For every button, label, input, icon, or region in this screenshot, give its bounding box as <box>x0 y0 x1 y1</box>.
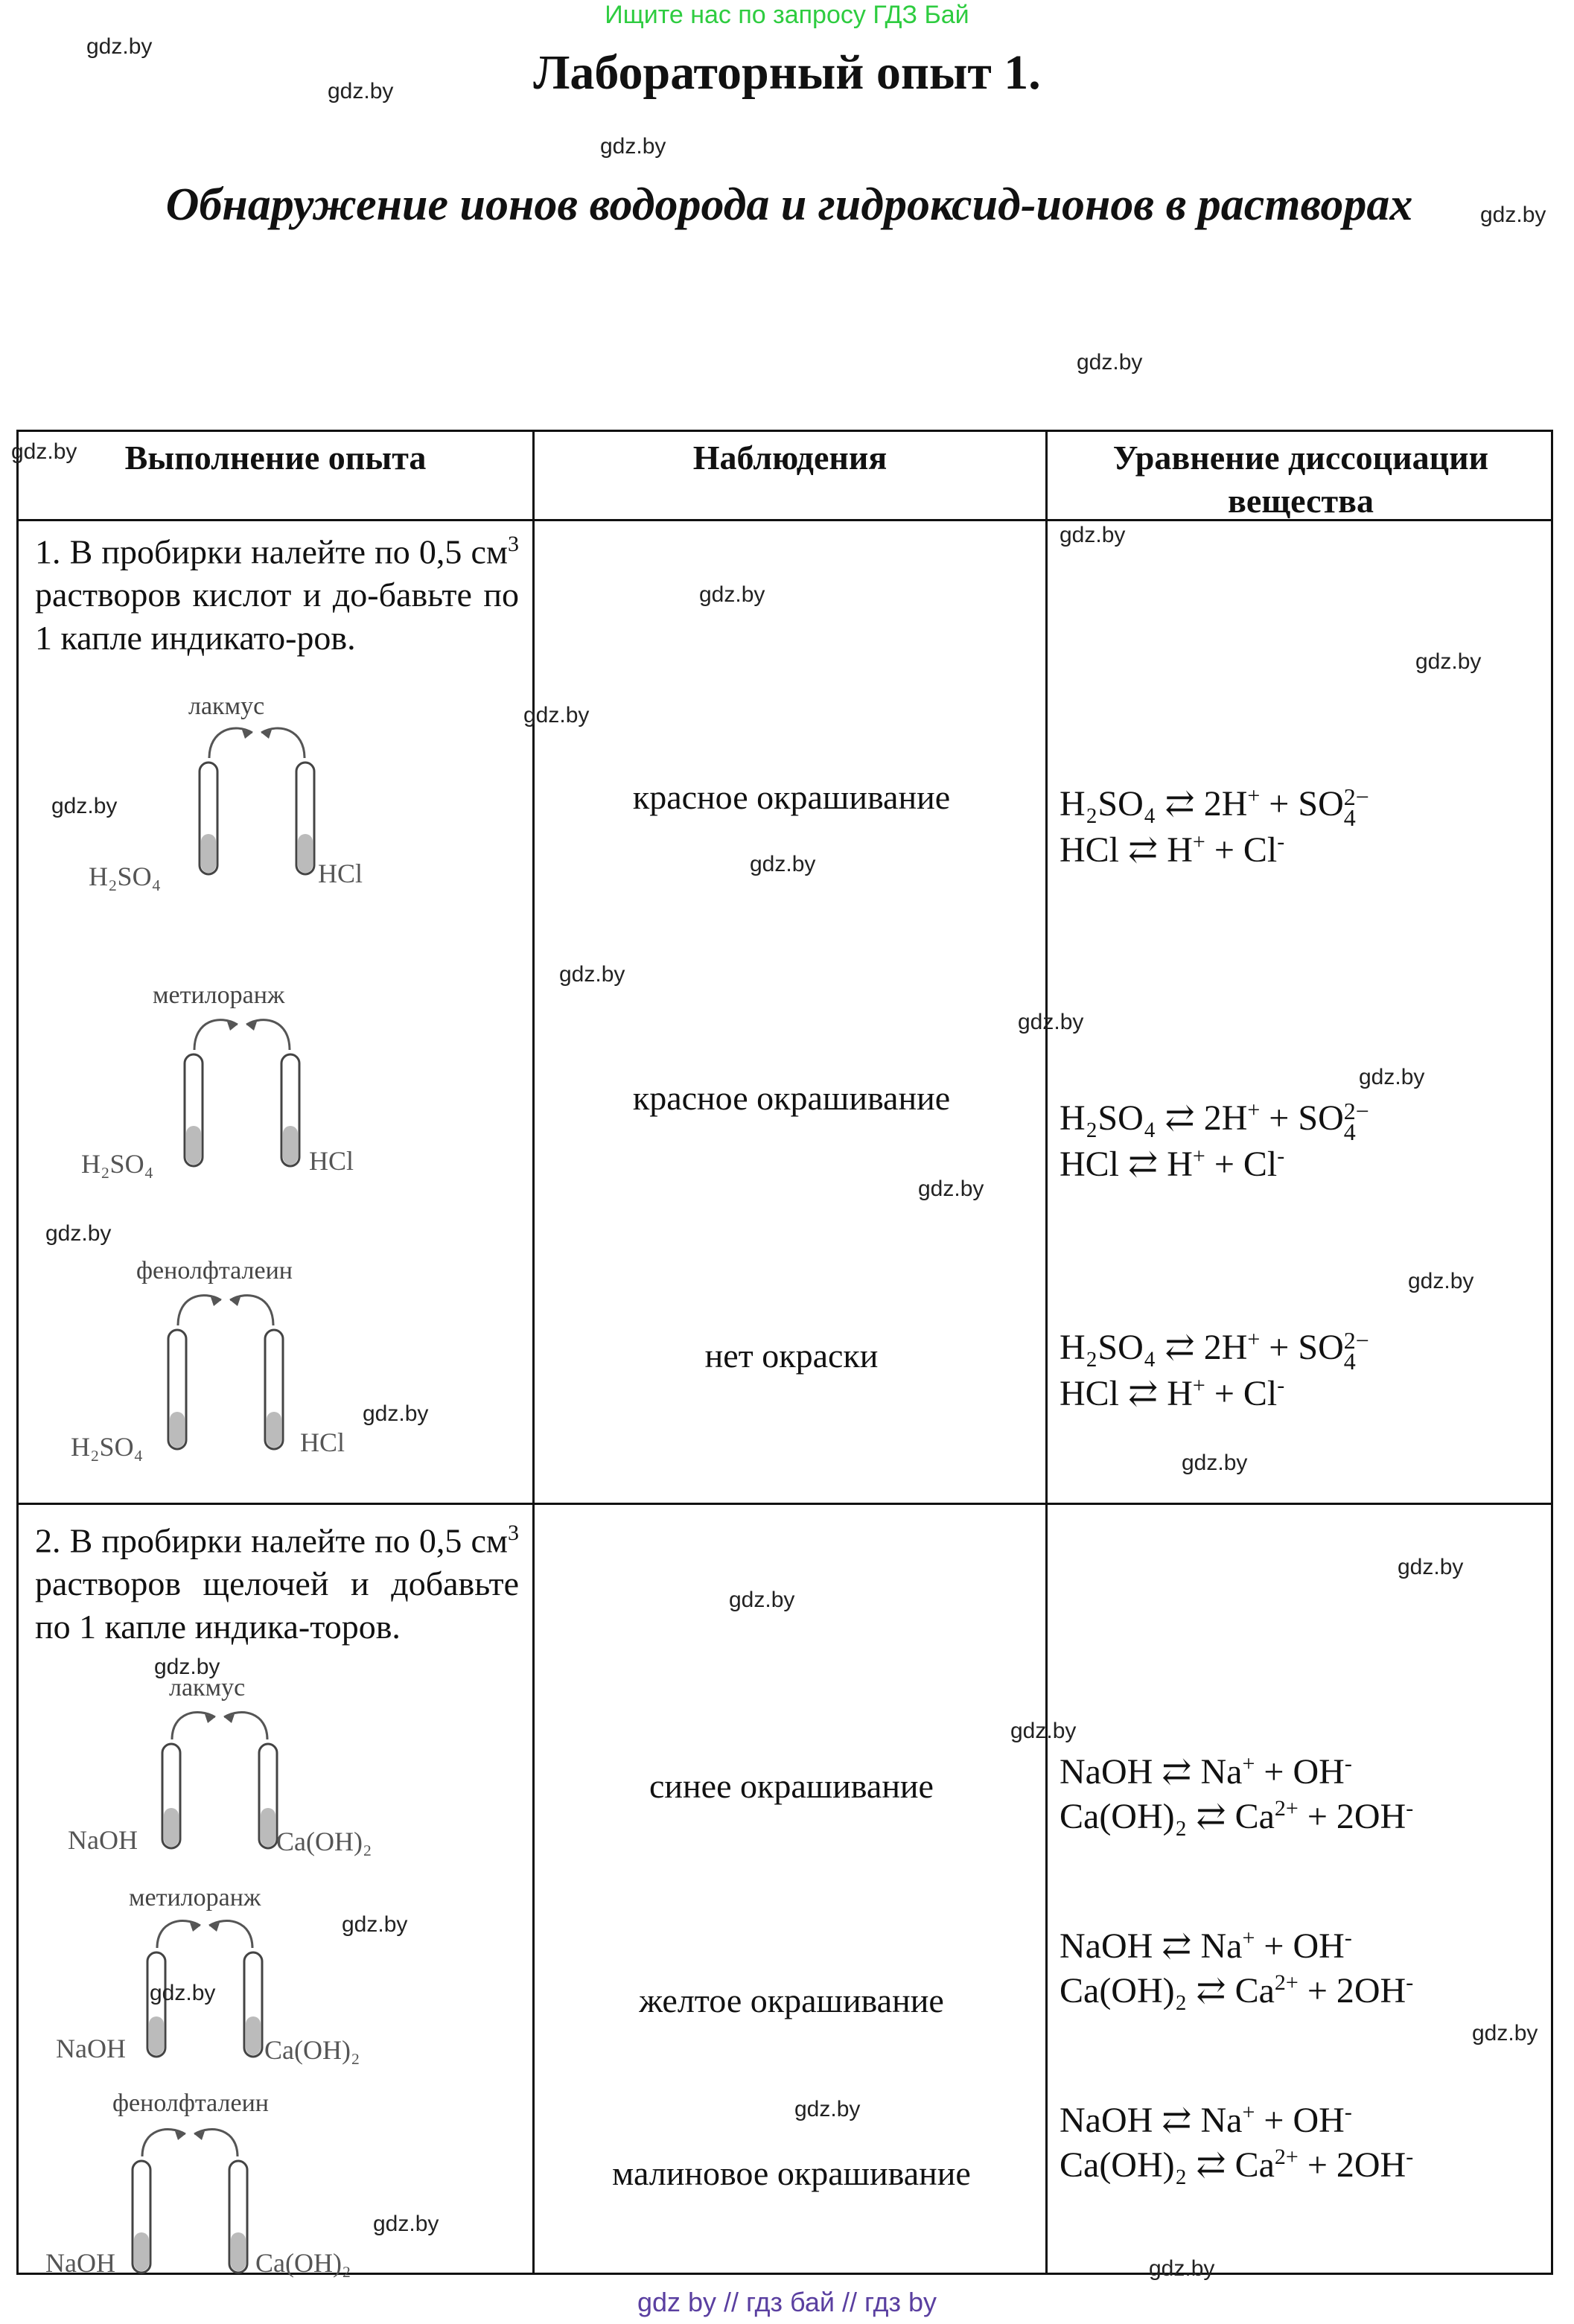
watermark: gdz.by <box>750 852 816 876</box>
watermark: gdz.by <box>373 2212 439 2236</box>
step2-sup: 3 <box>508 1521 519 1545</box>
watermark: gdz.by <box>600 134 666 159</box>
watermark: gdz.by <box>523 703 590 728</box>
watermark: gdz.by <box>918 1177 984 1201</box>
observation-text: синее окрашивание <box>649 1767 934 1805</box>
equation-h2so4: H₂SO₄ ⇄ 2H+ + SO 2− 4 <box>1060 1097 1369 1145</box>
tube-label: HCl <box>318 859 363 888</box>
equation-naoh: NaOH ⇄ Na+ + OH- <box>1060 1926 1352 1966</box>
watermark: gdz.by <box>729 1588 795 1612</box>
step1-text-b: растворов кислот и до-бавьте по 1 капле индикато-ров. <box>35 576 519 658</box>
equation-naoh: NaOH ⇄ Na+ + OH- <box>1060 1751 1352 1792</box>
step1-text-a: 1. В пробирки налейте по 0,5 см <box>35 532 508 571</box>
tube-label: Ca(OH)₂ <box>264 2035 360 2065</box>
equation-caoh2: Ca(OH)₂ ⇄ $Ca^{2+} + 2OH^-$ <box>1060 1970 1414 2011</box>
footer-links[interactable]: gdz by // гдз бай // гдз by <box>637 2287 937 2317</box>
test-tubes-illustration <box>175 715 339 894</box>
step1-sup: 3 <box>508 532 519 556</box>
watermark: gdz.by <box>1415 649 1482 674</box>
watermark: gdz.by <box>154 1655 220 1679</box>
watermark: gdz.by <box>794 2097 861 2121</box>
watermark: gdz.by <box>1018 1010 1084 1034</box>
watermark: gdz.by <box>86 34 153 59</box>
watermark: gdz.by <box>1408 1269 1474 1293</box>
experiment-table <box>11 430 1553 2281</box>
watermark: gdz.by <box>342 1912 408 1937</box>
watermark: gdz.by <box>559 962 625 987</box>
tube-label: H₂SO₄ <box>89 862 162 891</box>
watermark: gdz.by <box>1010 1719 1077 1743</box>
equation-h2so4: H₂SO₄ ⇄ 2H+ + SO 2− 4 <box>1060 1326 1369 1375</box>
equation-caoh2: Ca(OH)₂ ⇄ $Ca^{2+} + 2OH^-$ <box>1060 1796 1414 1836</box>
tube-label: NaOH <box>68 1825 138 1855</box>
equation-naoh: NaOH ⇄ Na+ + OH- <box>1060 2100 1352 2140</box>
tube-label: HCl <box>300 1427 345 1457</box>
tube-label: NaOH <box>45 2248 115 2278</box>
observation-text: малиновое окрашивание <box>612 2154 971 2192</box>
step2-text-a: 2. В пробирки налейте по 0,5 см <box>35 1521 508 1560</box>
equation-hcl: HCl ⇄ H+ + Cl- <box>1060 1144 1285 1184</box>
watermark: gdz.by <box>1060 523 1126 547</box>
step2-text-b: растворов щелочей и добавьте по 1 капле индика-торов. <box>35 1564 519 1646</box>
observation-text: желтое окрашивание <box>639 1981 944 2019</box>
test-tubes-illustration <box>160 1005 324 1184</box>
tube-label: Ca(OH)₂ <box>255 2248 351 2278</box>
watermark: gdz.by <box>1077 350 1143 375</box>
indicator-label: фенолфталеин <box>136 1257 293 1284</box>
equation-hcl: HCl ⇄ H+ + Cl- <box>1060 1373 1285 1413</box>
watermark: gdz.by <box>328 79 394 104</box>
observation-text: красное окрашивание <box>632 778 951 816</box>
watermark: gdz.by <box>1182 1451 1248 1475</box>
watermark: gdz.by <box>1359 1065 1425 1089</box>
indicator-label: лакмус <box>188 693 265 720</box>
watermark: gdz.by <box>1480 203 1546 227</box>
test-tubes-illustration <box>108 2115 272 2279</box>
watermark: gdz.by <box>1398 1555 1464 1579</box>
watermark: gdz.by <box>1472 2021 1538 2046</box>
step2-instruction <box>35 1512 519 1649</box>
header-dissociation: Уравнение диссоциации вещества <box>1112 439 1489 520</box>
top-banner-link[interactable]: Ищите нас по запросу ГДЗ Бай <box>605 1 969 29</box>
watermark: gdz.by <box>363 1401 429 1426</box>
header-procedure: Выполнение опыта <box>124 439 427 477</box>
equation-caoh2: Ca(OH)₂ ⇄ $Ca^{2+} + 2OH^-$ <box>1060 2145 1414 2185</box>
tube-label: NaOH <box>56 2034 126 2063</box>
watermark: gdz.by <box>150 1981 216 2005</box>
indicator-label: метилоранж <box>129 1884 261 1911</box>
test-tubes-illustration <box>144 1281 308 1459</box>
tube-label: H₂SO₄ <box>71 1432 144 1462</box>
indicator-label: лакмус <box>169 1674 246 1701</box>
header-observations: Наблюдения <box>692 439 888 477</box>
tube-label: Ca(OH)₂ <box>276 1827 372 1856</box>
indicator-label: фенолфталеин <box>112 2089 269 2117</box>
page-subtitle: Обнаружение ионов водорода и гидроксид-ионов в растворах <box>165 179 1413 230</box>
watermark: gdz.by <box>51 794 118 818</box>
row-divider <box>19 1503 1551 1505</box>
indicator-label: метилоранж <box>153 981 285 1009</box>
watermark: gdz.by <box>1149 2256 1215 2281</box>
equation-h2so4: H₂SO₄ ⇄ 2H+ + SO 2− 4 <box>1060 783 1369 831</box>
page-title: Лабораторный опыт 1. <box>533 45 1041 100</box>
watermark: gdz.by <box>45 1221 112 1246</box>
watermark: gdz.by <box>699 582 765 607</box>
observation-text: красное окрашивание <box>632 1079 951 1117</box>
step1-instruction <box>35 523 519 660</box>
watermark: gdz.by <box>11 439 77 464</box>
observation-text: нет окраски <box>704 1337 879 1375</box>
tube-label: HCl <box>309 1146 354 1176</box>
tube-label: H₂SO₄ <box>81 1149 154 1179</box>
equation-hcl: HCl ⇄ H+ + Cl- <box>1060 830 1285 870</box>
